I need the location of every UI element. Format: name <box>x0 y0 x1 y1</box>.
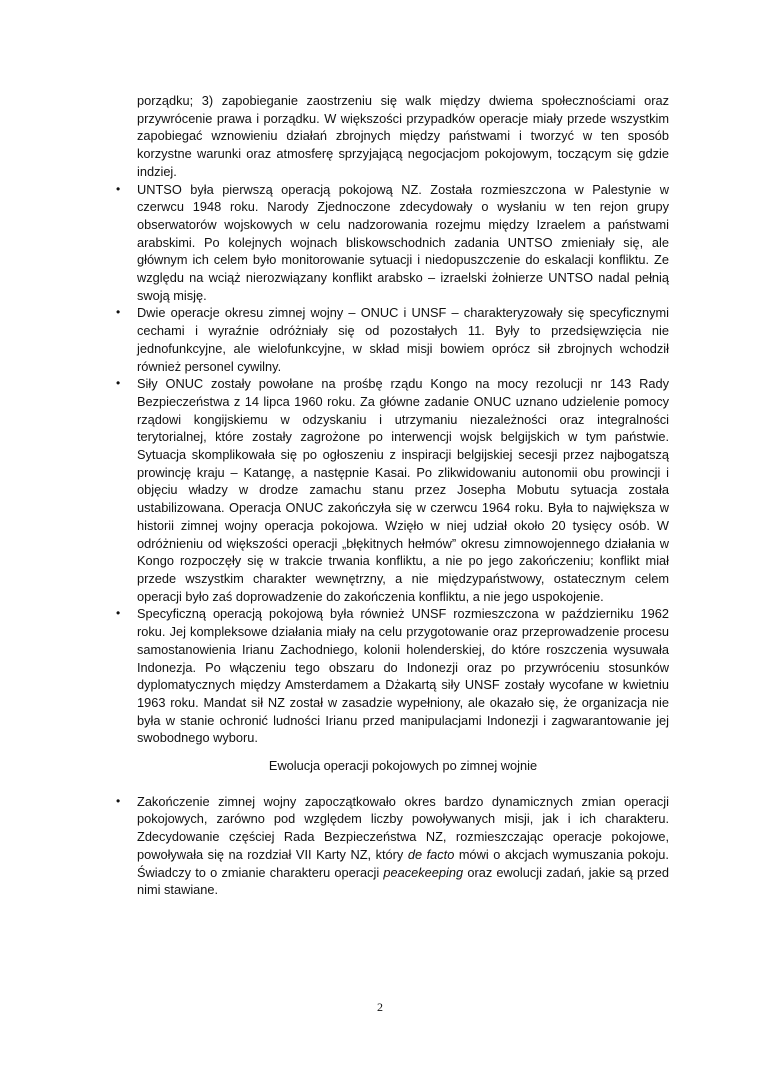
italic-term-de-facto: de facto <box>407 846 455 862</box>
bullet-text: Siły ONUC zostały powołane na prośbę rządu Kongo na mocy rezolucji nr 143 Rady Bezpieczeństwa z 14 lipca 1960 roku. Za główne zadanie ONUC uznano udzielenie pomocy rządowi kongijskiemu w odzyskaniu i utrzymaniu niezależności oraz integralności terytorialnej, które zostały zagrożone po interwencji wojsk belgijskich w tym państwie. Sytuacja skomplikowała się po ogłoszeniu z inspiracji belgijskiej secesji przez najbogatszą prowincję kraju – Katangę, a następnie Kasai. Po zlikwidowaniu autonomii obu prowincji i objęciu władzy w drodze zamachu stanu przez Josepha Mobutu sytuacja została ustabilizowana. Operacja ONUC zakończyła się w czerwcu 1964 roku. Była to największa w historii zimnej wojny operacja pokojowa. Wzięło w niej udział około 20 tysięcy osób. W odróżnieniu od większości operacji „błękitnych hełmów” okresu zimnowojennego działania w Kongo rozpoczęły się w trakcie trwania konfliktu, a nie po jego zakończeniu; konflikt miał przede wszystkim charakter wewnętrzny, a nie międzypaństwowy, ostatecznym celem operacji było zaś doprowadzenie do zakończenia konfliktu, a nie jego uspokojenie. <box>137 376 669 604</box>
bullet-icon: • <box>116 793 121 808</box>
bullet-icon: • <box>116 305 121 320</box>
bullet-icon: • <box>116 181 121 196</box>
section-title: Ewolucja operacji pokojowych po zimnej wojnie <box>268 758 538 774</box>
bullet-text-part: oraz ewolucji zadań, jakie są przed nimi stawiane. <box>137 864 670 898</box>
italic-term-peacekeeping: peacekeeping <box>383 864 464 880</box>
bullet-item-unsf <box>113 605 669 747</box>
bullet-item-onuc <box>113 375 669 605</box>
bullet-text: Specyficzną operacją pokojową była również UNSF rozmieszczona w październiku 1962 roku. Jej kompleksowe działania miały na celu przygotowanie oraz przeprowadzenie procesu samostanowienia Irianu Zachodniego, kolonii holenderskiej, do które roszczenia wysuwała Indonezja. Po włączeniu tego obszaru do Indonezji oraz po przywróceniu stosunków dyplomatycznych między Amsterdamem a Dżakartą siły UNSF zostały wycofane w kwietniu 1963 roku. Mandat sił NZ został w zasadzie wypełniony, ale okazało się, że organizacja nie była w stanie ochronić ludności Irianu przed manipulacjami Indonezji i zagwarantowanie jej swobodnego wyboru. <box>137 606 669 746</box>
bullet-item-onuc-unsf <box>113 304 669 375</box>
bullet-list <box>113 181 669 748</box>
bullet-icon: • <box>116 606 121 621</box>
lead-paragraph: porządku; 3) zapobieganie zaostrzeniu się walk między dwiema społecznościami oraz przywrócenie prawa i porządku. W większości przypadków operacje miały przede wszystkim zapobiegać wznowieniu działań zbrojnych między państwami i tworzyć w ten sposób korzystne warunki oraz atmosferę sprzyjającą negocjacjom pokojowym, toczącym się gdzie indziej. <box>137 93 669 179</box>
bullet-text: UNTSO była pierwszą operacją pokojową NZ. Została rozmieszczona w Palestynie w czerwcu 1948 roku. Narody Zjednoczone zdecydowały o wysłaniu w ten rejon grupy obserwatorów wojskowych w celu nadzorowania rozejmu między Izraelem a państwami arabskimi. Po kolejnych wojnach bliskowschodnich zadania UNTSO zmieniały się, ale głównym ich celem było monitorowanie sytuacji i niedopuszczenie do eskalacji konfliktu. Ze względu na wciąż nierozwiązany konflikt arabsko – izraelski żołnierze UNTSO nadal pełnią swoją misję. <box>137 181 669 303</box>
bullet-list-post-cold-war <box>113 793 669 899</box>
bullet-text-part: Zakończenie zimnej wojny zapoczątkowało okres bardzo dynamicznych zmian operacji pokojowych, zarówno pod względem liczby powoływanych misji, jak i ich charakteru. Zdecydowanie częściej Rada Bezpieczeństwa NZ, rozmieszczając operacje pokojowe, powoływała się na rozdział VII Karty NZ, który <box>137 793 669 862</box>
bullet-icon: • <box>116 376 121 391</box>
bullet-text-part: mówi o akcjach wymuszania pokoju. Świadczy to o zmianie charakteru operacji <box>137 846 669 880</box>
bullet-text: Dwie operacje okresu zimnej wojny – ONUC i UNSF – charakteryzowały się specyficznymi cechami i wyraźnie odróżniały się od pozostałych 11. Były to przedsięwzięcia nie jednofunkcyjne, ale wielofunkcyjne, w skład misji bowiem oprócz sił zbrojnych wchodził również personel cywilny. <box>137 305 669 374</box>
page-content <box>113 92 669 899</box>
page-number: 2 <box>377 1000 383 1014</box>
bullet-item-untso <box>113 181 669 305</box>
bullet-item-post-cold-war <box>113 793 669 899</box>
